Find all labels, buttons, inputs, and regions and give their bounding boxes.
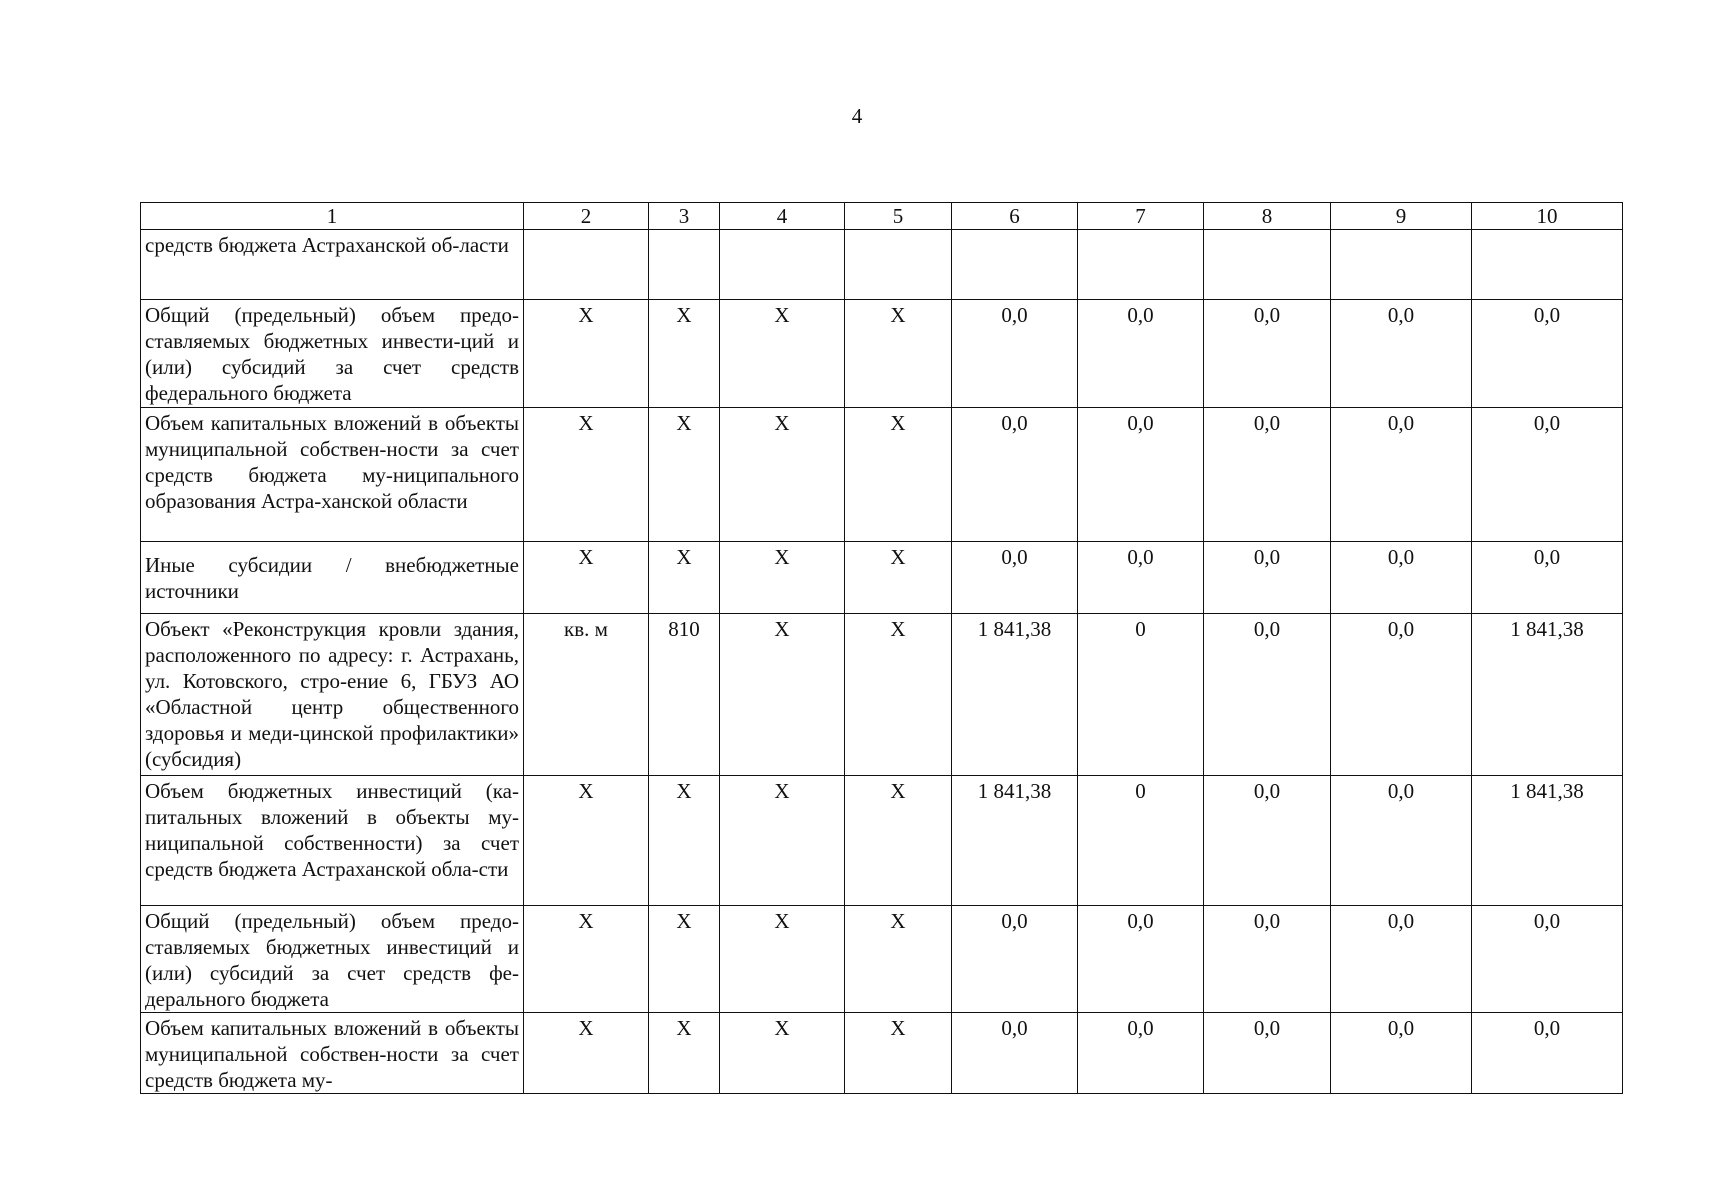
table-cell: X	[720, 906, 845, 1013]
budget-table	[140, 202, 1623, 1094]
table-row	[141, 776, 1623, 906]
table-cell: 0,0	[1472, 542, 1623, 614]
table-cell: 0,0	[1331, 614, 1472, 776]
column-number-header: 1	[141, 203, 524, 230]
table-cell: X	[845, 776, 952, 906]
table-cell: 0	[1078, 614, 1204, 776]
table-cell: X	[649, 300, 720, 408]
row-label: Объем капитальных вложений в объекты муниципальной собствен-ности за счет средств бюджета му-	[141, 1013, 524, 1094]
table-row	[141, 230, 1623, 300]
table-cell: 0	[1078, 776, 1204, 906]
table-cell: 0,0	[1472, 906, 1623, 1013]
row-label: Общий (предельный) объем предо-ставляемых бюджетных инвестиций и (или) субсидий за счет средств фе-дерального бюджета	[141, 906, 524, 1013]
row-label: средств бюджета Астраханской об-ласти	[141, 230, 524, 300]
table-cell: 0,0	[1204, 300, 1331, 408]
column-number-header: 3	[649, 203, 720, 230]
table-cell: 1 841,38	[952, 614, 1078, 776]
table-cell: X	[845, 300, 952, 408]
table-cell: 0,0	[952, 408, 1078, 542]
table-cell: X	[524, 300, 649, 408]
table-cell: 0,0	[952, 1013, 1078, 1094]
table-cell: X	[845, 614, 952, 776]
table-cell: X	[524, 776, 649, 906]
table-cell: X	[524, 906, 649, 1013]
table-cell: 0,0	[1078, 542, 1204, 614]
table-cell: X	[720, 408, 845, 542]
table-cell: 0,0	[1204, 614, 1331, 776]
column-number-header: 5	[845, 203, 952, 230]
column-number-header: 2	[524, 203, 649, 230]
table-cell	[1331, 230, 1472, 300]
table-row	[141, 408, 1623, 542]
table-cell: X	[845, 408, 952, 542]
table-cell: X	[720, 776, 845, 906]
table-cell: X	[524, 1013, 649, 1094]
table-row	[141, 542, 1623, 614]
table-row	[141, 300, 1623, 408]
page-number: 4	[851, 104, 863, 128]
row-label: Объем капитальных вложений в объекты муниципальной собствен-ности за счет средств бюджета му-ниципального образования Астра-ханской области	[141, 408, 524, 542]
table-cell: X	[845, 906, 952, 1013]
row-label: Иные субсидии / внебюджетные источники	[141, 542, 524, 614]
table-cell: 0,0	[1472, 300, 1623, 408]
table-cell	[649, 230, 720, 300]
table-cell: 1 841,38	[1472, 614, 1623, 776]
table-cell	[1204, 230, 1331, 300]
table-cell: 0,0	[1472, 408, 1623, 542]
table-cell: 0,0	[1331, 1013, 1472, 1094]
table-cell: 0,0	[952, 542, 1078, 614]
table-cell	[952, 230, 1078, 300]
column-number-header: 10	[1472, 203, 1623, 230]
table-row	[141, 1013, 1623, 1094]
table-cell: 0,0	[1331, 408, 1472, 542]
table-cell: 0,0	[1472, 1013, 1623, 1094]
table-cell	[1078, 230, 1204, 300]
table-cell: 0,0	[1078, 1013, 1204, 1094]
table-cell	[845, 230, 952, 300]
table-cell: 0,0	[1078, 408, 1204, 542]
table-cell: X	[845, 542, 952, 614]
table-cell: X	[524, 542, 649, 614]
table-cell: 0,0	[1204, 776, 1331, 906]
table-cell: X	[649, 906, 720, 1013]
table-cell: 0,0	[1331, 542, 1472, 614]
column-number-header: 9	[1331, 203, 1472, 230]
table-cell: 0,0	[1078, 906, 1204, 1013]
table-header-row	[141, 203, 1623, 230]
row-label: Общий (предельный) объем предо-ставляемых бюджетных инвести-ций и (или) субсидий за счет средств федерального бюджета	[141, 300, 524, 408]
table-cell: X	[720, 614, 845, 776]
column-number-header: 4	[720, 203, 845, 230]
table-cell: X	[649, 408, 720, 542]
table-cell: 0,0	[1204, 542, 1331, 614]
table-cell: кв. м	[524, 614, 649, 776]
table-cell	[720, 230, 845, 300]
table-cell: 810	[649, 614, 720, 776]
table-cell: 0,0	[1204, 1013, 1331, 1094]
table-cell: 0,0	[952, 906, 1078, 1013]
table-cell: X	[720, 1013, 845, 1094]
table-cell: X	[720, 300, 845, 408]
table-cell	[524, 230, 649, 300]
table-cell: 1 841,38	[952, 776, 1078, 906]
row-label: Объем бюджетных инвестиций (ка-питальных вложений в объекты му-ниципальной собственности) за счет средств бюджета Астраханской обла-сти	[141, 776, 524, 906]
row-label: Объект «Реконструкция кровли здания, расположенного по адресу: г. Астрахань, ул. Котовского, стро-ение 6, ГБУЗ АО «Областной центр общественного здоровья и меди-цинской профилактики» (субсидия)	[141, 614, 524, 776]
table-cell: X	[649, 776, 720, 906]
column-number-header: 8	[1204, 203, 1331, 230]
table-cell	[1472, 230, 1623, 300]
table-cell: X	[649, 1013, 720, 1094]
table-cell: 0,0	[1204, 408, 1331, 542]
table-cell: 0,0	[952, 300, 1078, 408]
table-cell: 0,0	[1331, 906, 1472, 1013]
table-cell: 0,0	[1078, 300, 1204, 408]
table-cell: 0,0	[1204, 906, 1331, 1013]
table-cell: X	[720, 542, 845, 614]
table-cell: X	[649, 542, 720, 614]
table-row	[141, 614, 1623, 776]
column-number-header: 6	[952, 203, 1078, 230]
table-cell: 1 841,38	[1472, 776, 1623, 906]
column-number-header: 7	[1078, 203, 1204, 230]
table-cell: X	[524, 408, 649, 542]
table-cell: 0,0	[1331, 776, 1472, 906]
table-row	[141, 906, 1623, 1013]
table-cell: X	[845, 1013, 952, 1094]
table-cell: 0,0	[1331, 300, 1472, 408]
